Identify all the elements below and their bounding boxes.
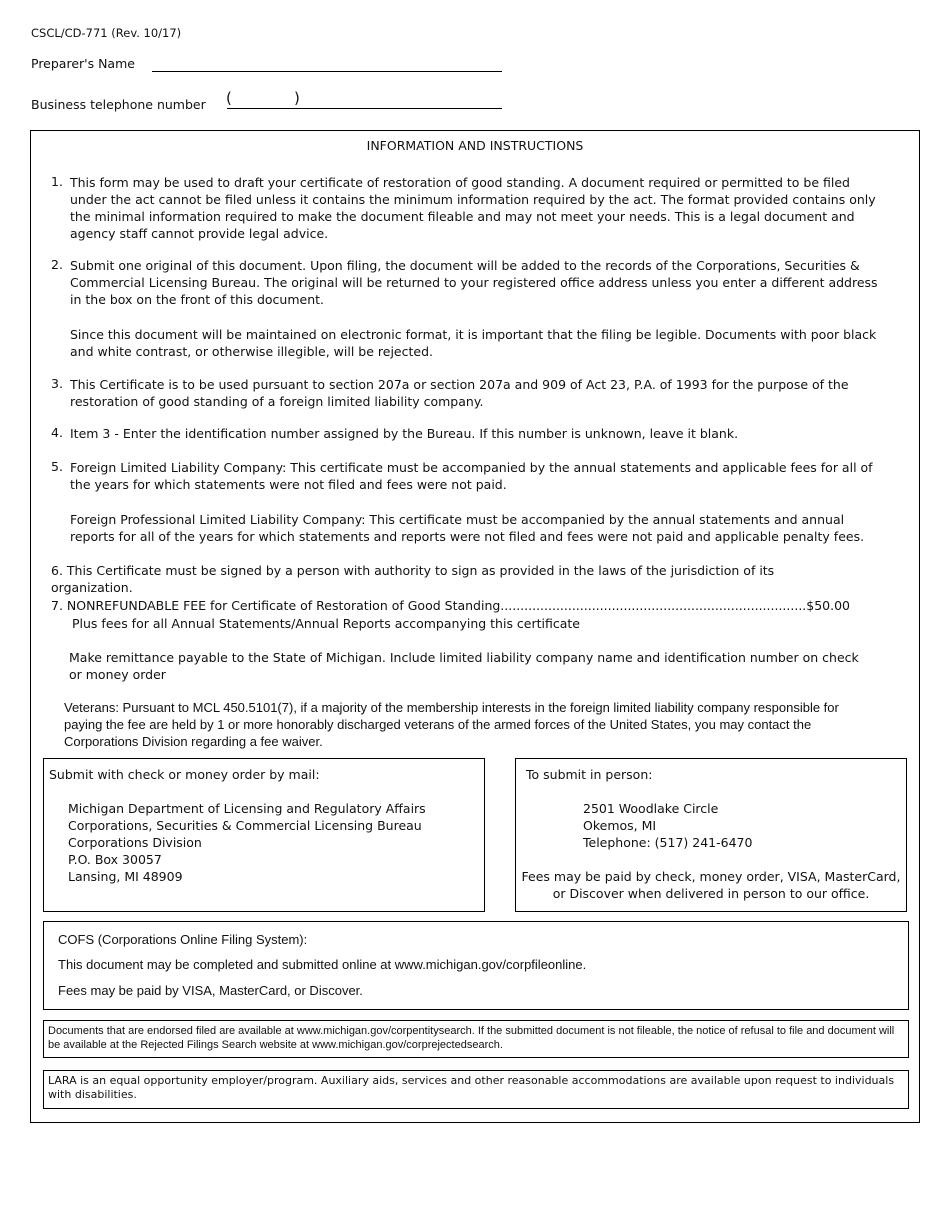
item-number: 5.	[51, 459, 63, 474]
person-address-line: Okemos, MI	[583, 818, 657, 833]
endorsed-text: Documents that are endorsed filed are available at www.michigan.gov/corpentitysearch. If the submitted document is not fileable, the notice of refusal to file and document will be available at the Rejected Filings Search website at www.michigan.gov/corprejectedsearch.	[48, 1025, 895, 1051]
person-box-title: To submit in person:	[526, 767, 653, 782]
instruction-item-4: Item 3 - Enter the identification number assigned by the Bureau. If this number is unknown, leave it blank.	[70, 426, 739, 441]
mail-address-line: P.O. Box 30057	[68, 852, 162, 867]
person-address-line: 2501 Woodlake Circle	[583, 801, 719, 816]
business-phone-field[interactable]	[227, 108, 502, 109]
mail-address	[68, 800, 426, 885]
instruction-item-3: This Certificate is to be used pursuant to section 207a or section 207a and 909 of Act 23, P.A. of 1993 for the purpose of the restoration of good standing of a foreign limited liability company.	[70, 377, 849, 409]
mail-address-line: Lansing, MI 48909	[68, 869, 183, 884]
person-fees-line: or Discover when delivered in person to our office.	[552, 886, 870, 901]
item-number: 1.	[51, 174, 63, 189]
item-number: 2.	[51, 257, 63, 272]
instruction-item-5-professional: Foreign Professional Limited Liability Company: This certificate must be accompanied by the annual statements and annual reports for all of the years for which statements and reports were not filed and fees were not paid and applicable penalty fees.	[70, 512, 865, 544]
person-address	[583, 800, 752, 851]
instruction-item-6-line2: organization.	[51, 580, 133, 595]
mail-address-line: Corporations Division	[68, 835, 202, 850]
item-number: 4.	[51, 425, 63, 440]
mail-box-title: Submit with check or money order by mail:	[49, 767, 320, 782]
cofs-title: COFS (Corporations Online Filing System):	[58, 932, 308, 947]
preparer-name-field[interactable]	[152, 71, 502, 72]
cofs-fees-text: Fees may be paid by VISA, MasterCard, or Discover.	[58, 983, 363, 998]
person-address-line: Telephone: (517) 241-6470	[583, 835, 753, 850]
instruction-item-1: This form may be used to draft your certificate of restoration of good standing. A document required or permitted to be filed under the act cannot be filed unless it contains the minimum information required by the act. The format provided contains only the minimal information required to make the document fileable and may not meet your needs. This is a legal document and agency staff cannot provide legal advice.	[70, 175, 876, 241]
cofs-online-text: This document may be completed and submitted online at www.michigan.gov/corpfileonline.	[58, 957, 587, 972]
mail-address-line: Michigan Department of Licensing and Regulatory Affairs	[68, 801, 426, 816]
instruction-item-7-fee: 7. NONREFUNDABLE FEE for Certificate of Restoration of Good Standing.............................................................................$50.00	[51, 598, 850, 613]
preparer-name-label: Preparer's Name	[31, 56, 135, 71]
remittance-text: Make remittance payable to the State of Michigan. Include limited liability company name and identification number on check or money order	[69, 650, 859, 682]
phone-area-open: (	[226, 89, 232, 107]
mail-address-line: Corporations, Securities & Commercial Licensing Bureau	[68, 818, 422, 833]
instruction-item-7-plus-fees: Plus fees for all Annual Statements/Annual Reports accompanying this certificate	[72, 616, 581, 631]
instruction-item-2-legibility: Since this document will be maintained on electronic format, it is important that the filing be legible. Documents with poor black and white contrast, or otherwise illegible, will be rejected.	[70, 327, 877, 359]
instruction-item-2: Submit one original of this document. Upon filing, the document will be added to the records of the Corporations, Securities & Commercial Licensing Bureau. The original will be returned to your registered office address unless you enter a different address in the box on the front of this document.	[70, 258, 878, 307]
form-id: CSCL/CD-771 (Rev. 10/17)	[31, 26, 182, 40]
instructions-title: INFORMATION AND INSTRUCTIONS	[366, 138, 584, 153]
person-fees-line: Fees may be paid by check, money order, VISA, MasterCard,	[521, 869, 901, 884]
person-fees-text	[515, 868, 907, 902]
lara-text: LARA is an equal opportunity employer/program. Auxiliary aids, services and other reasonable accommodations are available upon request to individuals with disabilities.	[48, 1074, 895, 1101]
instruction-item-6-line1: 6. This Certificate must be signed by a person with authority to sign as provided in the laws of the jurisdiction of its	[51, 563, 775, 578]
item-number: 3.	[51, 376, 63, 391]
instruction-item-5: Foreign Limited Liability Company: This certificate must be accompanied by the annual statements and applicable fees for all of the years for which statements were not filed and fees were not paid.	[70, 460, 873, 492]
business-phone-label: Business telephone number	[31, 97, 206, 112]
phone-area-close: )	[294, 89, 300, 107]
veterans-text: Veterans: Pursuant to MCL 450.5101(7), if a majority of the membership interests in the foreign limited liability company responsible for paying the fee are held by 1 or more honorably discharged veterans of the armed forces of the United States, you may contact the Corporations Division regarding a fee waiver.	[64, 700, 839, 749]
